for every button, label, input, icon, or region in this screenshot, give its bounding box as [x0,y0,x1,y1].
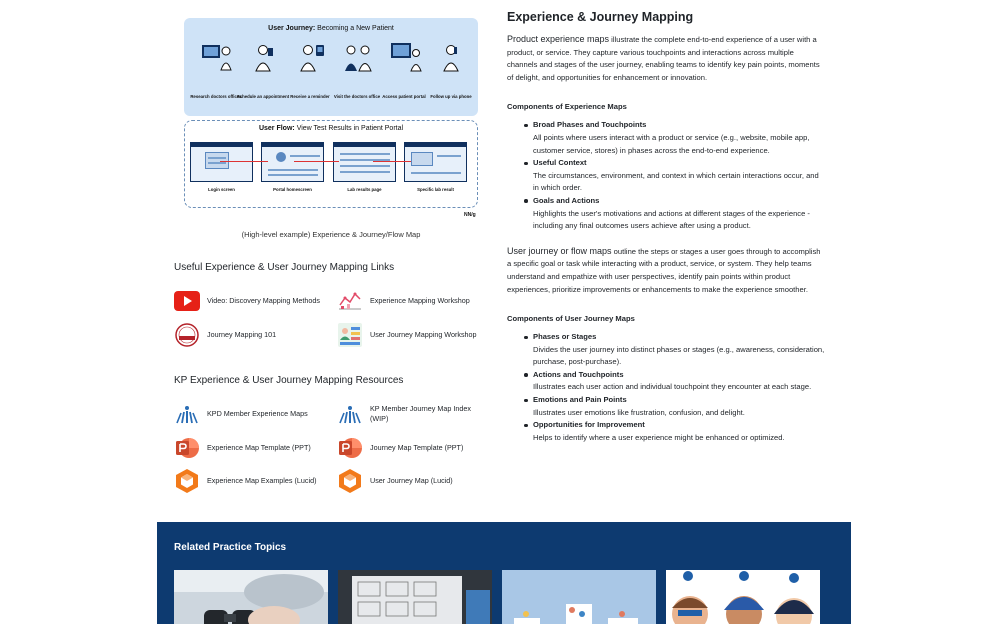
related-practice-topics [157,522,851,624]
journey-map-intro: User journey or flow maps outline the steps or stages a user goes through to accomplish a specific goal or task while interacting with a product, service, or system. They help teams understand and empathize with user perspectives, identify pain points within product experiences, prioritize improvements or enhancements to make the experience smoother. [507,245,821,294]
related-card-binoculars[interactable] [174,570,328,624]
badge-icon [174,322,200,348]
link-video-discovery-mapping[interactable]: Video: Discovery Mapping Methods [174,288,324,314]
list-item: Useful Context The circumstances, environment, and context in which certain interactions occur, and in which order. [525,157,825,195]
link-journey-map-template-ppt[interactable]: Journey Map Template (PPT) [337,435,487,461]
user-journey-title: User Journey: Becoming a New Patient [268,25,394,32]
journey-step: Access patient portal [382,42,426,108]
list-item: Opportunities for Improvement Helps to identify where a user experience might be enhanced or optimized. [525,419,825,444]
journey-step: Follow up via phone [429,42,473,108]
powerpoint-icon [337,435,363,461]
kp-logo-icon [337,401,363,427]
page-title: Experience & Journey Mapping [507,10,694,24]
chart-icon [337,288,363,314]
user-flow-title: User Flow: View Test Results in Patient Portal [258,125,404,132]
link-journey-mapping-101[interactable]: Journey Mapping 101 [174,322,324,348]
portal-person-icon [388,42,422,72]
link-experience-mapping-workshop[interactable]: Experience Mapping Workshop [337,288,487,314]
related-card-illustration[interactable] [502,570,656,624]
related-card-faces[interactable] [666,570,820,624]
reminder-person-icon [294,42,328,72]
lucid-icon [337,468,363,494]
list-item: Broad Phases and Touchpoints All points where users interact with a product or service (e.g., website, mobile app, customer service, stores) in phases across the end-to-end experience. [525,119,825,157]
experience-components-list [507,119,825,232]
people-icon [337,322,363,348]
related-card-wireframes[interactable] [338,570,492,624]
link-experience-map-template-ppt[interactable]: Experience Map Template (PPT) [174,435,324,461]
experience-map-intro: Product experience maps illustrate the complete end-to-end experience of a user with a product, or service. They capture various touchpoints and interactions across multiple channels and stages of the user journey, enabling teams to identify key pain points, moments of delight, and opportunities for enhancement or innovation. [507,34,820,82]
youtube-icon [174,288,200,314]
flow-screen-portal [261,142,324,182]
phone-person-icon [247,42,281,72]
flow-screen-lab-result [404,142,467,182]
journey-step: Research doctors offices [194,42,238,108]
phone-call-person-icon [435,42,469,72]
flow-screen-login [190,142,253,182]
list-item: Phases or Stages Divides the user journey into distinct phases or stages (e.g., awareness, consideration, purchase, post-purchase). [525,331,825,369]
nngroup-logo: NN/g [464,212,476,218]
kp-logo-icon [174,401,200,427]
link-user-journey-mapping-workshop[interactable]: User Journey Mapping Workshop [337,322,487,348]
lucid-icon [174,468,200,494]
journey-components-title: Components of User Journey Maps [507,314,635,324]
binoculars-photo [174,570,328,624]
wireframe-screen-photo [338,570,492,624]
figure-caption: (High-level example) Experience & Journey/Flow Map [241,230,421,239]
computer-person-icon [200,42,234,72]
description-column [507,10,825,444]
links-section-title: Useful Experience & User Journey Mapping Links [174,262,395,273]
journey-step: Schedule an appointment [241,42,285,108]
journey-step: Receive a reminder [288,42,332,108]
faces-illustration [666,570,820,624]
link-user-journey-map-lucid[interactable]: User Journey Map (Lucid) [337,468,487,494]
doctor-visit-icon [341,42,375,72]
journey-components-list [507,331,825,444]
flow-screen-lab-results [333,142,396,182]
user-journey-panel [184,18,478,116]
journey-flow-map-figure [180,12,482,220]
link-kp-member-journey-map-index[interactable]: KP Member Journey Map Index (WIP) [337,401,487,427]
experience-components-title: Components of Experience Maps [507,102,627,112]
list-item: Goals and Actions Highlights the user's motivations and actions at different stages of the experience - including any final outcomes users achieve after using a product. [525,195,825,233]
journey-step: Visit the doctors office [335,42,379,108]
team-illustration [502,570,656,624]
resources-section-title: KP Experience & User Journey Mapping Resources [174,375,404,386]
list-item: Actions and Touchpoints Illustrates each user action and individual touchpoint they encounter at each stage. [525,369,825,394]
link-kpd-member-experience-maps[interactable]: KPD Member Experience Maps [174,401,324,427]
related-section-title: Related Practice Topics [174,542,287,553]
powerpoint-icon [174,435,200,461]
user-flow-panel: User Flow: View Test Results in Patient Portal Login screen Portal homescreen Lab results page Specific lab result [184,120,478,208]
link-experience-map-examples-lucid[interactable]: Experience Map Examples (Lucid) [174,468,324,494]
list-item: Emotions and Pain Points Illustrates user emotions like frustration, confusion, and delight. [525,394,825,419]
